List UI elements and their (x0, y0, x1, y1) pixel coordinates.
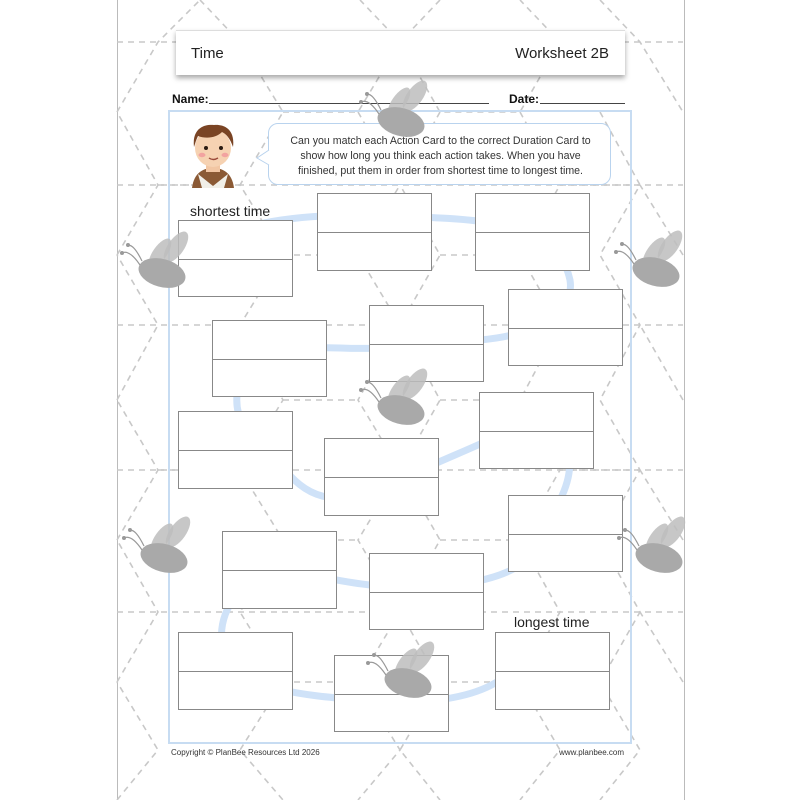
name-label: Name: (172, 92, 209, 106)
bee-icon (617, 513, 690, 578)
shortest-time-label: shortest time (190, 203, 271, 219)
date-label: Date: (509, 92, 540, 106)
bee-icon (614, 227, 687, 292)
bee-icon (359, 77, 432, 142)
topic-title: Time (191, 45, 224, 62)
copyright-text: Copyright © PlanBee Resources Ltd 2026 (171, 748, 320, 757)
longest-time-label: longest time (514, 614, 590, 630)
bee-icon (366, 638, 439, 703)
bee-icon (122, 513, 195, 578)
worksheet-title: Worksheet 2B (515, 45, 609, 62)
website-link[interactable]: www.planbee.com (559, 748, 624, 757)
instructions-text: Can you match each Action Card to the correct Duration Card to show how long you think each action takes. When you have finished, put them in order from shortest time to longest time. (290, 135, 591, 177)
bee-icon (359, 365, 432, 430)
bee-icon (120, 228, 193, 293)
